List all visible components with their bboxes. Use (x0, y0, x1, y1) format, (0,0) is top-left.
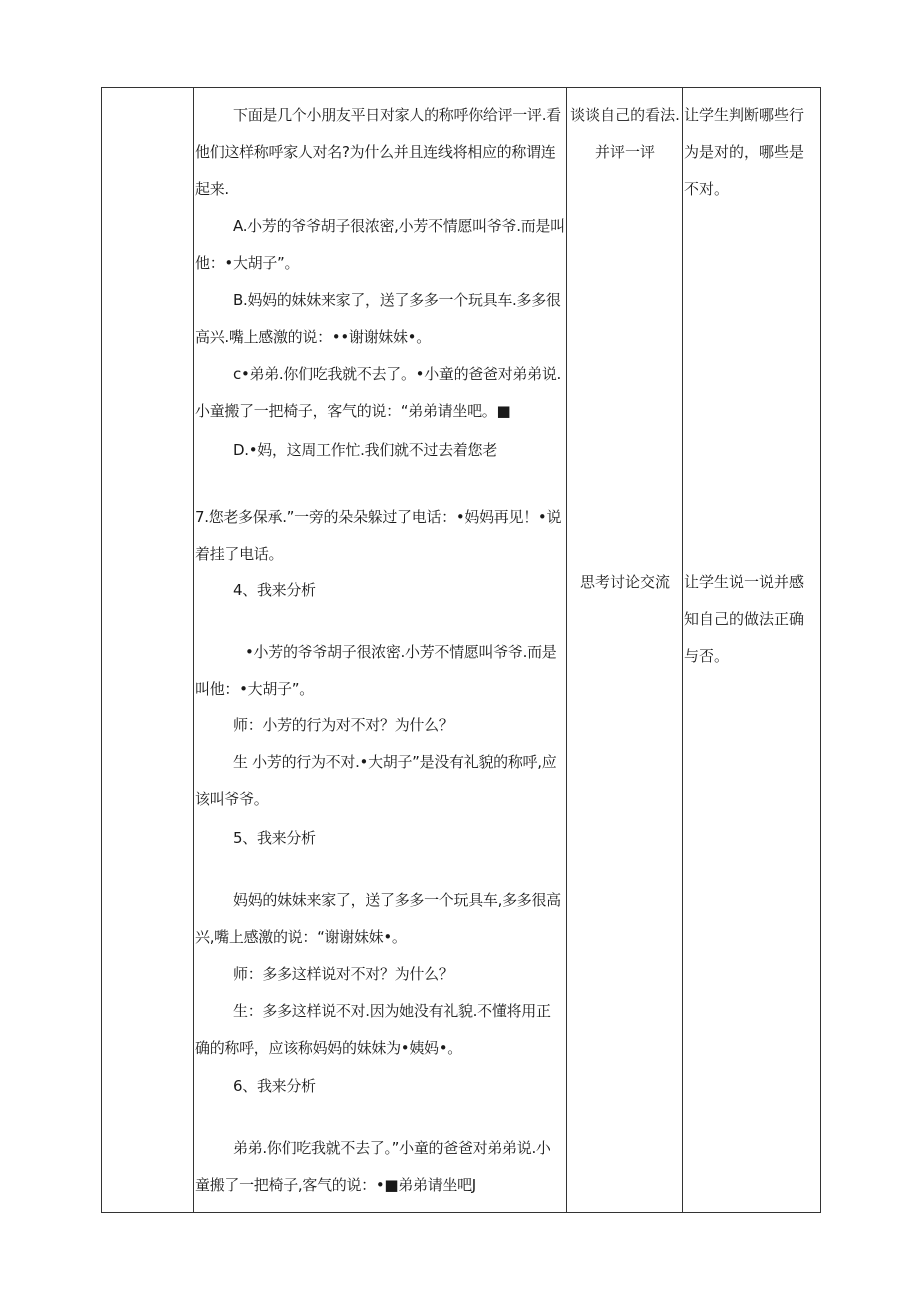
section-5-case: 妈妈的妹妹来家了，送了多多一个玩具车,多多很高兴,嘴上感激的说：“谢谢妹妹•。 (195, 891, 561, 946)
section-4-teacher: 师：小芳的行为对不对？为什么？ (233, 716, 454, 734)
section-4-heading: 4、我来分析 (233, 581, 316, 599)
case-a: A.小芳的爷爷胡子很浓密,小芳不情愿叫爷爷.而是叫他：•大胡子”。 (195, 217, 565, 272)
activity-1: 谈谈自己的看法.并评一评 (570, 106, 680, 161)
section-5-heading: 5、我来分析 (233, 829, 316, 847)
section-5-student: 生：多多这样说不对.因为她没有礼貌.不懂将用正确的称呼，应该称妈妈的妹妹为•姨妈•。 (195, 1002, 551, 1057)
intent-1: 让学生判断哪些行为是对的，哪些是不对。 (684, 106, 805, 198)
design-intent (683, 88, 820, 1212)
student-activity-cell (567, 88, 683, 1213)
table-row (102, 88, 821, 1213)
blank-cell (102, 88, 194, 1213)
intro-paragraph: 下面是几个小朋友平日对家人的称呼你给评一评.看他们这样称呼家人对名?为什么并且连线将相应的称谓连起来. (195, 106, 561, 198)
case-b: B.妈妈的妹妹来家了，送了多多一个玩具车.多多很高兴.嘴上感激的说：••谢谢妹妹•。 (195, 291, 561, 346)
case-d: D.•妈，这周工作忙.我们就不过去着您老 (233, 441, 497, 459)
case-c: c•弟弟.你们吃我就不去了。•小童的爸爸对弟弟说.小童搬了一把椅子，客气的说：“弟弟请坐吧。■ (195, 365, 561, 420)
section-5-teacher: 师：多多这样说对不对？为什么？ (233, 965, 454, 983)
design-intent-cell (683, 88, 821, 1213)
section-6-heading: 6、我来分析 (233, 1077, 316, 1095)
lesson-table (101, 87, 821, 1213)
activity-2: 思考讨论交流 (579, 573, 670, 591)
section-4-student: 生 小芳的行为不对.•大胡子”是没有礼貌的称呼,应该叫爷爷。 (195, 753, 557, 808)
case-d-continued: 7.您老多保承.”一旁的朵朵躲过了电话：•妈妈再见！•说着挂了电话。 (195, 508, 562, 563)
section-4-case: •小芳的爷爷胡子很浓密.小芳不情愿叫爷爷.而是叫他：•大胡子”。 (195, 643, 557, 698)
section-6-case: 弟弟.你们吃我就不去了。”小童的爸爸对弟弟说.小童搬了一把椅子,客气的说：•■弟弟请坐吧J (195, 1139, 551, 1194)
intent-2: 让学生说一说并感知自己的做法正确与否。 (684, 573, 805, 665)
teaching-content-cell (194, 88, 567, 1213)
teaching-content (194, 88, 566, 1212)
student-activity (567, 88, 682, 1212)
